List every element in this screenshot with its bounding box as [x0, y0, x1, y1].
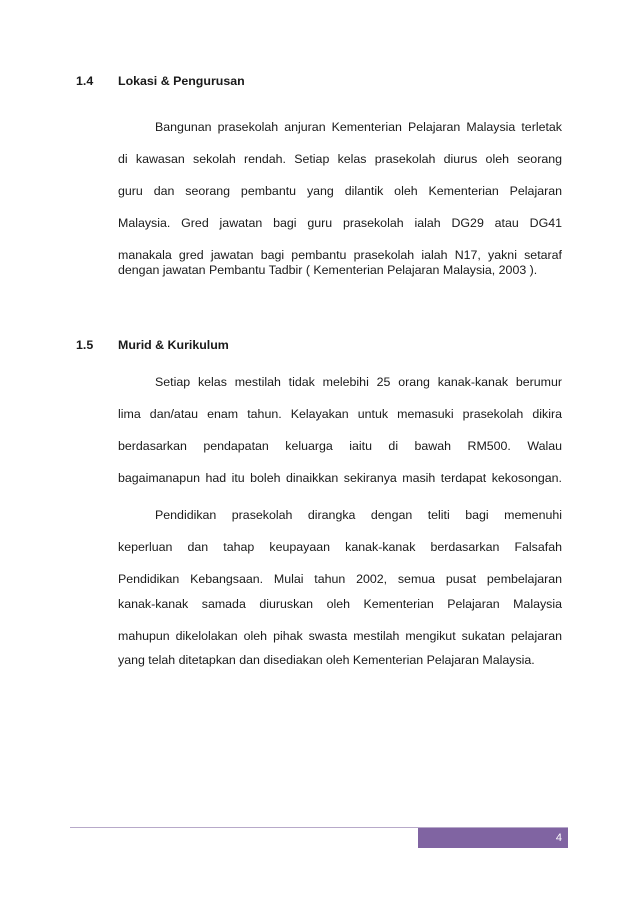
paragraph-line: guru dan seorang pembantu yang dilantik oleh Kementerian Pelajaran: [118, 184, 562, 198]
paragraph-line: Malaysia. Gred jawatan bagi guru prasekolah ialah DG29 atau DG41: [118, 216, 562, 230]
paragraph-line: Setiap kelas mestilah tidak melebihi 25 orang kanak-kanak berumur: [155, 375, 562, 389]
paragraph-line: bagaimanapun had itu boleh dinaikkan sekiranya masih terdapat kekosongan.: [118, 471, 562, 485]
paragraph-line: berdasarkan pendapatan keluarga iaitu di bawah RM500. Walau: [118, 439, 562, 453]
section-number: 1.5: [76, 338, 94, 352]
paragraph-line: mahupun dikelolakan oleh pihak swasta mestilah mengikut sukatan pelajaran: [118, 629, 562, 643]
section-title: Murid & Kurikulum: [118, 338, 229, 352]
paragraph-line: Pendidikan Kebangsaan. Mulai tahun 2002, semua pusat pembelajaran: [118, 572, 562, 586]
paragraph-line: lima dan/atau enam tahun. Kelayakan untuk memasuki prasekolah dikira: [118, 407, 562, 421]
section-title: Lokasi & Pengurusan: [118, 74, 245, 88]
paragraph-line: Bangunan prasekolah anjuran Kementerian Pelajaran Malaysia terletak: [155, 120, 562, 134]
section-number: 1.4: [76, 74, 94, 88]
paragraph-line: kanak-kanak samada diuruskan oleh Kementerian Pelajaran Malaysia: [118, 597, 562, 611]
paragraph-line: Pendidikan prasekolah dirangka dengan teliti bagi memenuhi: [155, 508, 562, 522]
page-number: 4: [555, 832, 562, 844]
paragraph-line-last: dengan jawatan Pembantu Tadbir ( Kementerian Pelajaran Malaysia, 2003 ).: [118, 263, 538, 277]
paragraph-line: manakala gred jawatan bagi pembantu prasekolah ialah N17, yakni setaraf: [118, 248, 562, 262]
paragraph-line-last: yang telah ditetapkan dan disediakan oleh Kementerian Pelajaran Malaysia.: [118, 653, 535, 667]
paragraph-line: keperluan dan tahap keupayaan kanak-kanak berdasarkan Falsafah: [118, 540, 562, 554]
paragraph-line: di kawasan sekolah rendah. Setiap kelas prasekolah diurus oleh seorang: [118, 152, 562, 166]
page-number-box: [418, 828, 568, 848]
